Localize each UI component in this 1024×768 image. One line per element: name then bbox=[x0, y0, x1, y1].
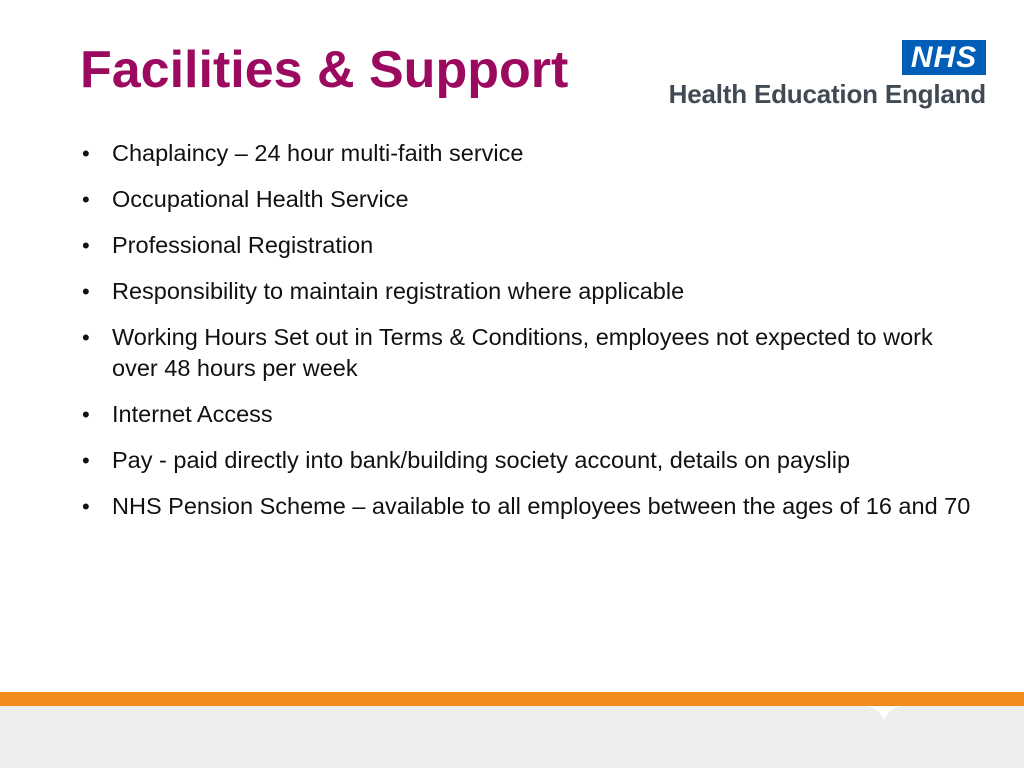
bullet-text: Pay - paid directly into bank/building society account, details on payslip bbox=[112, 447, 851, 473]
bullet-list bbox=[80, 138, 980, 537]
bullet-icon: • bbox=[82, 233, 90, 258]
footer-orange-band bbox=[0, 692, 1024, 706]
bullet-text: Working Hours Set out in Terms & Conditions, employees not expected to work over 48 hours per week bbox=[112, 324, 933, 381]
bullet-item bbox=[80, 399, 980, 430]
bullet-item bbox=[80, 230, 980, 261]
bullet-item bbox=[80, 491, 980, 522]
nhs-badge-text: NHS bbox=[910, 41, 978, 74]
slide-title: Facilities & Support bbox=[80, 41, 569, 99]
bullet-item bbox=[80, 184, 980, 215]
bullet-text: Chaplaincy – 24 hour multi-faith service bbox=[112, 140, 524, 166]
organisation-name: Health Education England bbox=[668, 79, 986, 109]
bullet-icon: • bbox=[82, 402, 90, 427]
bullet-item bbox=[80, 322, 980, 384]
footer-wave-shape bbox=[0, 706, 1024, 768]
bullet-text: Internet Access bbox=[112, 401, 273, 427]
bullet-item bbox=[80, 138, 980, 169]
bullet-text: Professional Registration bbox=[112, 232, 374, 258]
bullet-icon: • bbox=[82, 279, 90, 304]
bullet-text: NHS Pension Scheme – available to all employees between the ages of 16 and 70 bbox=[112, 493, 971, 519]
bullet-item bbox=[80, 276, 980, 307]
footer-grey-band bbox=[0, 706, 1024, 768]
bullet-text: Occupational Health Service bbox=[112, 186, 409, 212]
nhs-badge bbox=[902, 40, 986, 75]
bullet-icon: • bbox=[82, 141, 90, 166]
bullet-icon: • bbox=[82, 494, 90, 519]
bullet-icon: • bbox=[82, 448, 90, 473]
bullet-icon: • bbox=[82, 325, 90, 350]
bullet-item bbox=[80, 445, 980, 476]
bullet-icon: • bbox=[82, 187, 90, 212]
bullet-text: Responsibility to maintain registration where applicable bbox=[112, 278, 685, 304]
nhs-hee-logo bbox=[638, 40, 988, 112]
